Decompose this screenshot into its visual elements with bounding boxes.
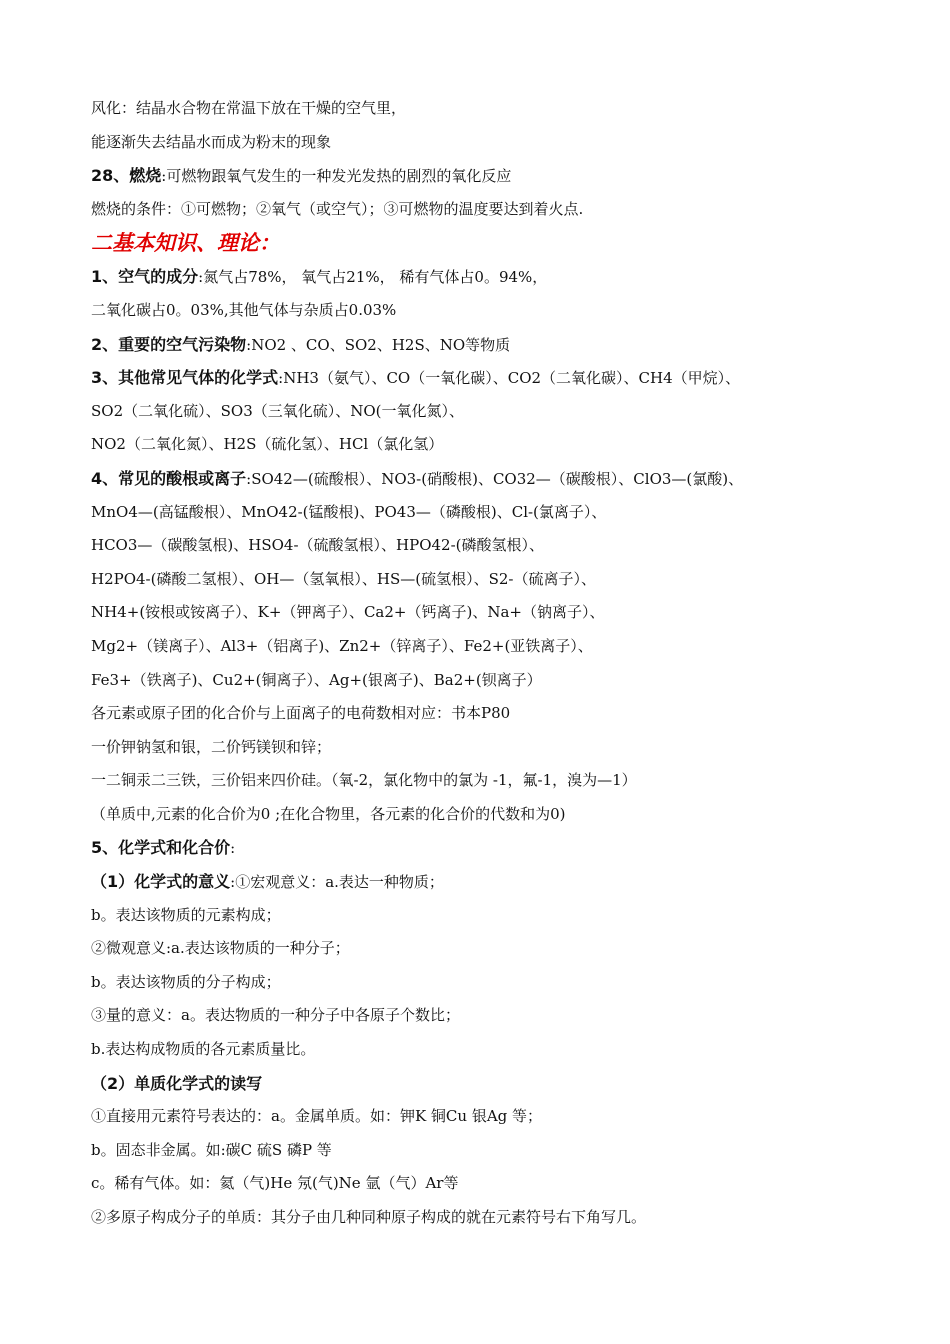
item-body: :NH3（氨气）、CO（一氧化碳）、CO2（二氧化碳）、CH4（甲烷）、 xyxy=(278,369,741,388)
text-line: Mg2+（镁离子）、Al3+（铝离子)、Zn2+（锌离子）、Fe2+(亚铁离子）、 xyxy=(91,636,593,655)
text-line: b.表达构成物质的各元素质量比。 xyxy=(91,1040,316,1059)
term-heading: 28、燃烧 xyxy=(91,166,162,186)
text-line: 风化：结晶水合物在常温下放在干燥的空气里， xyxy=(91,99,407,117)
item-body: :SO42—(硫酸根）、NO3-(硝酸根)、CO32—（碳酸根）、ClO3—(氯酸)、 xyxy=(246,469,744,488)
text-line xyxy=(91,462,871,496)
document-page xyxy=(91,92,871,1235)
text-line: SO2（二氧化硫）、SO3（三氧化硫）、NO(一氧化氮）、 xyxy=(91,401,465,420)
text-line: NO2（二氧化氮）、H2S（硫化氢）、HCl（氯化氢） xyxy=(91,435,444,454)
text-line: NH4+(铵根或铵离子）、K+（钾离子）、Ca2+（钙离子)、Na+（钠离子）、 xyxy=(91,603,605,622)
subitem-heading: （2）单质化学式的读写 xyxy=(91,1073,263,1093)
item-heading: 5、化学式和化合价 xyxy=(91,838,231,858)
text-line: MnO4—(高锰酸根）、MnO42-(锰酸根)、PO43—（磷酸根)、Cl-(氯离子）、 xyxy=(91,502,607,521)
text-line: 二氧化碳占0。03%,其他气体与杂质占0.03% xyxy=(91,300,397,319)
text-line: H2PO4-(磷酸二氢根）、OH—（氢氧根）、HS—(硫氢根）、S2-（硫离子）、 xyxy=(91,569,596,588)
text-line xyxy=(91,260,871,294)
text-line: HCO3—（碳酸氢根)、HSO4-（硫酸氢根）、HPO42-(磷酸氢根）、 xyxy=(91,536,544,555)
text-line: b。表达该物质的分子构成； xyxy=(91,972,281,991)
text-line xyxy=(91,361,871,395)
text-line: 能逐渐失去结晶水而成为粉末的现象 xyxy=(91,132,332,151)
text-line: b。表达该物质的元素构成； xyxy=(91,905,281,924)
text-line: b。固态非金属。如:碳C 硫S 磷P 等 xyxy=(91,1140,332,1159)
item-body: : xyxy=(230,839,236,858)
item-heading: 4、常见的酸根或离子 xyxy=(91,468,247,488)
text-line xyxy=(91,831,871,865)
text-line: 一价钾钠氢和银，二价钙镁钡和锌； xyxy=(91,737,332,756)
text-line: ③量的意义：a。表达物质的一种分子中各原子个数比； xyxy=(91,1006,460,1025)
text-line: 各元素或原子团的化合价与上面离子的电荷数相对应：书本P80 xyxy=(91,704,511,723)
text-line: ②微观意义:a.表达该物质的一种分子； xyxy=(91,939,350,958)
text-line: 一二铜汞二三铁，三价铝来四价硅。（氧-2，氯化物中的氯为 -1，氟-1，溴为—1） xyxy=(91,771,637,790)
text-line xyxy=(91,865,871,899)
item-heading: 2、重要的空气污染物 xyxy=(91,334,247,354)
subitem-heading: （1）化学式的意义 xyxy=(91,872,231,892)
text-line xyxy=(91,1067,871,1101)
item-heading: 1、空气的成分 xyxy=(91,267,199,287)
item-body: :NO2 、CO、SO2、H2S、NO等物质 xyxy=(246,335,511,354)
text-line: ②多原子构成分子的单质：其分子由几种同种原子构成的就在元素符号右下角写几。 xyxy=(91,1208,647,1226)
item-body: :氮气占78%， 氧气占21%， 稀有气体占0。94%， xyxy=(198,268,548,287)
text-line: ①直接用元素符号表达的：a。金属单质。如：钾K 铜Cu 银Ag 等； xyxy=(91,1107,543,1126)
item-heading: 3、其他常见气体的化学式 xyxy=(91,368,279,388)
text-line: c。稀有气体。如：氦（气)He 氖(气)Ne 氩（气）Ar等 xyxy=(91,1174,459,1193)
text-line xyxy=(91,159,871,193)
text-line: （单质中,元素的化合价为0 ;在化合物里，各元素的化合价的代数和为0) xyxy=(91,804,566,823)
text-line xyxy=(91,328,871,362)
section-heading: 二基本知识、理论： xyxy=(91,231,280,256)
subitem-body: :①宏观意义：a.表达一种物质； xyxy=(230,873,444,892)
text-line: Fe3+（铁离子)、Cu2+(铜离子）、Ag+(银离子)、Ba2+(钡离子） xyxy=(91,670,542,689)
text-line: 燃烧的条件：①可燃物；②氧气（或空气）；③可燃物的温度要达到着火点. xyxy=(91,199,584,218)
term-definition: :可燃物跟氧气发生的一种发光发热的剧烈的氧化反应 xyxy=(161,167,512,186)
